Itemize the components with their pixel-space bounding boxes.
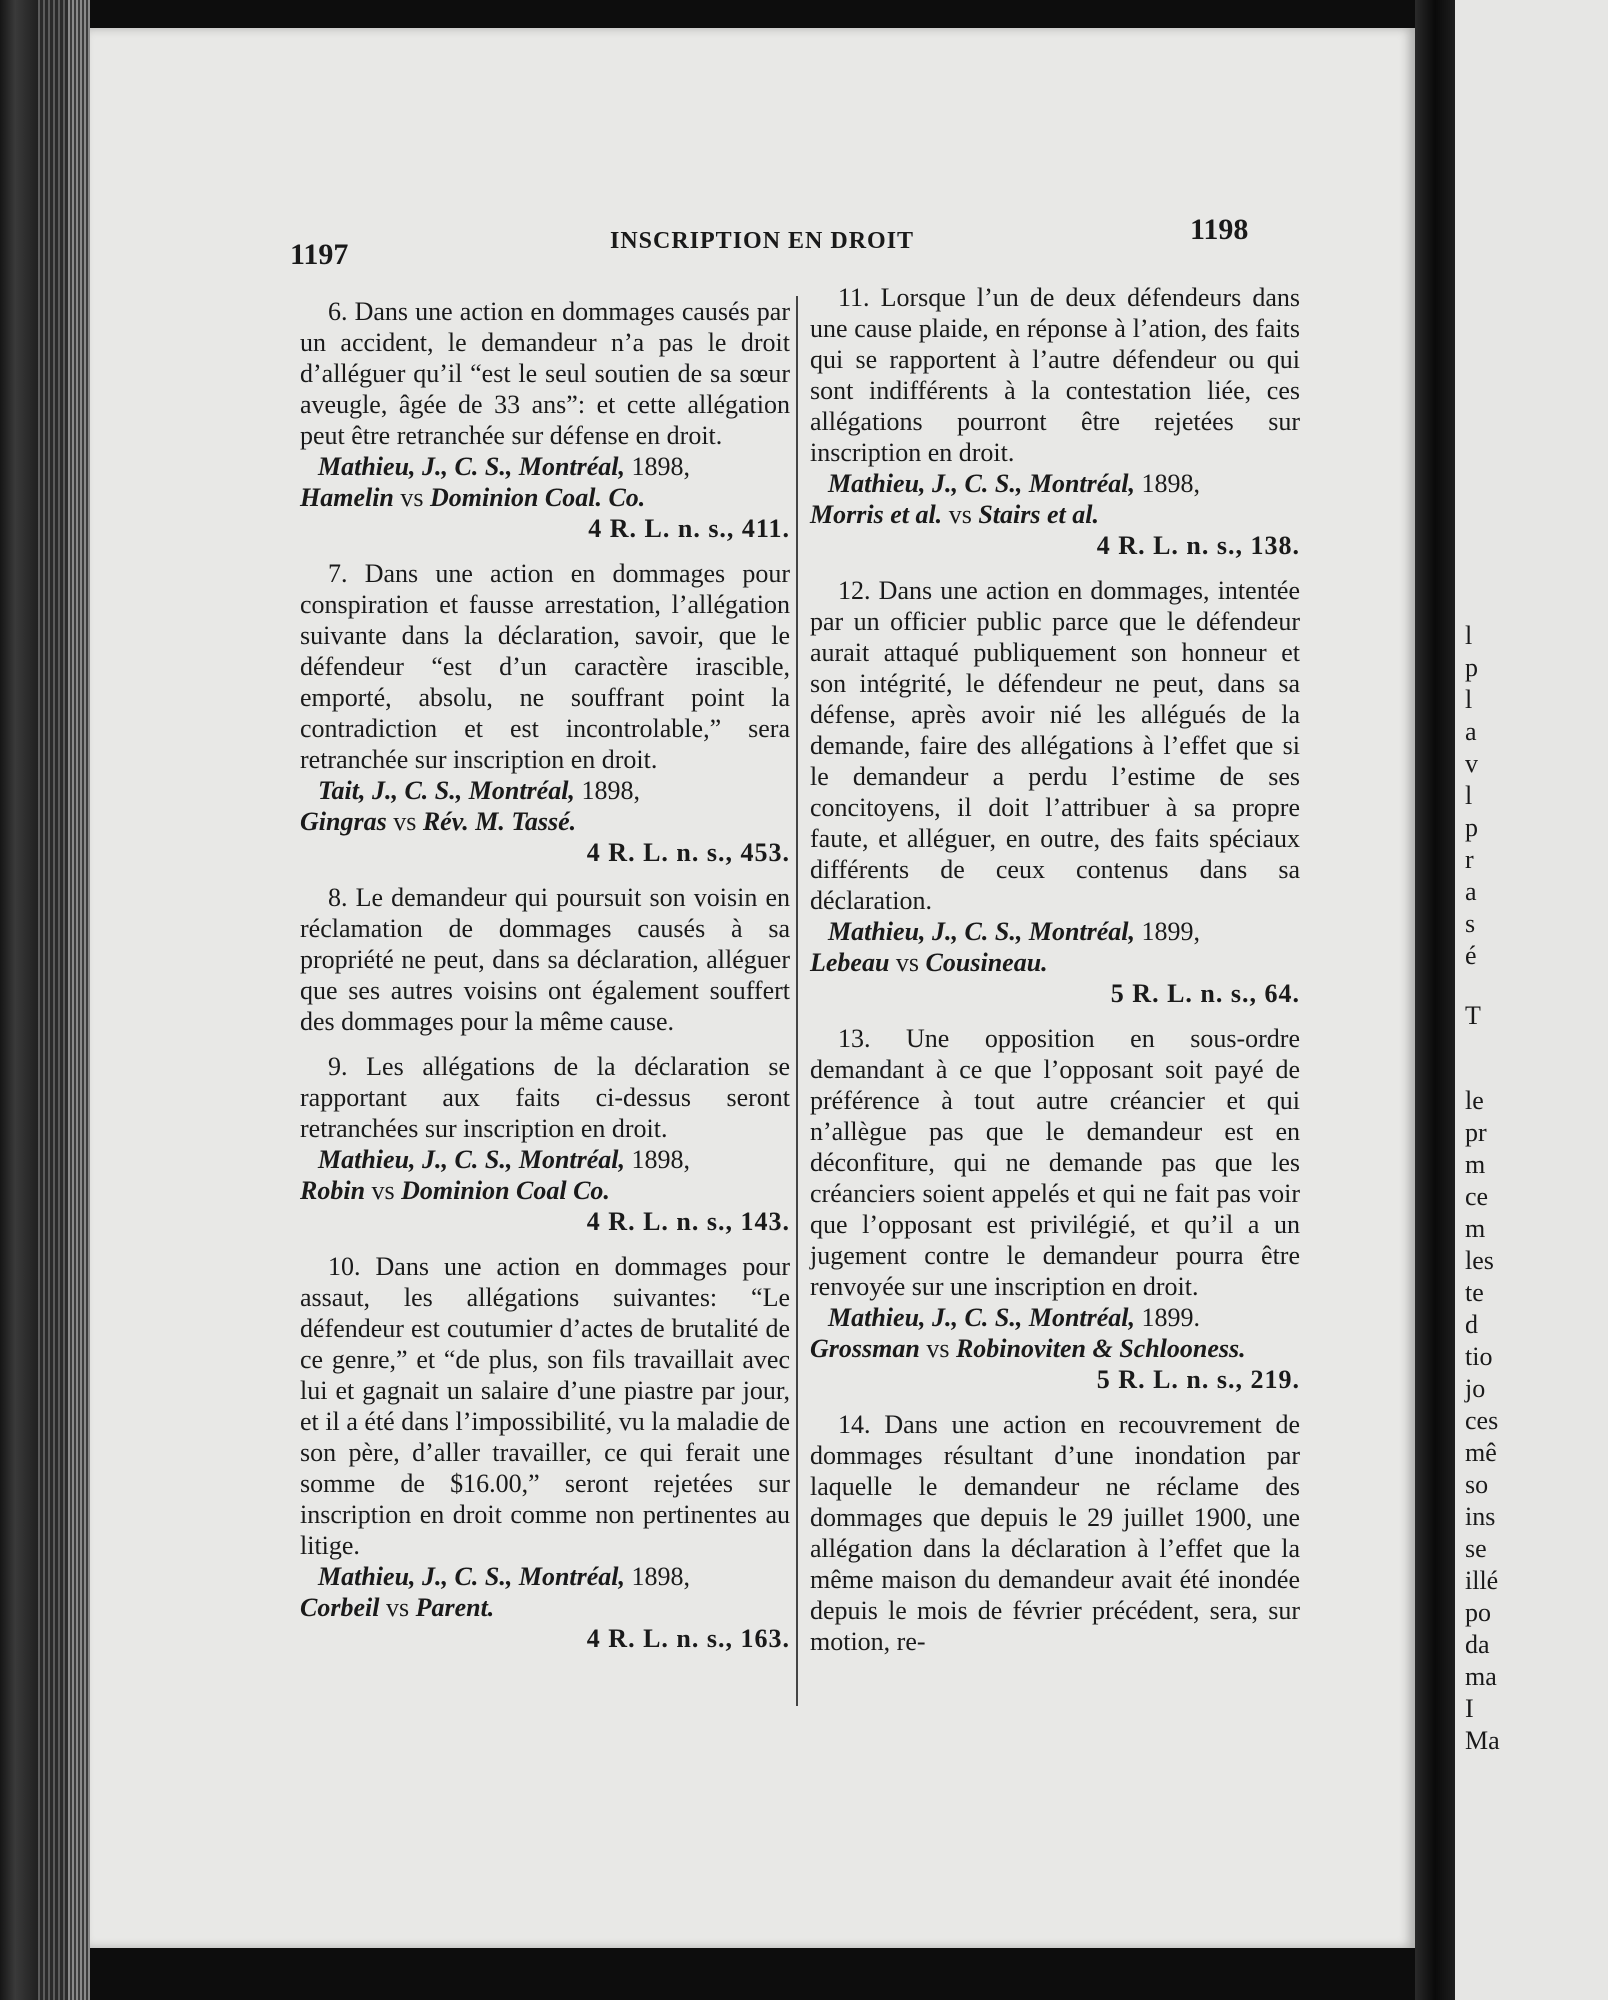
citation-year: 1898, — [631, 452, 691, 481]
running-title: INSCRIPTION EN DROIT — [610, 228, 915, 254]
party-plaintiff: Gingras — [300, 807, 387, 836]
citation-year: 1898, — [1141, 469, 1201, 498]
entry-text: 6. Dans une action en dommages causés par un accident, le demandeur n’a pas le droit d’alléguer qu’il “est le seul soutien de sa sœur aveugle, âgée de 33 ans”: et cette allégation peut être retranchée sur défense en droit. — [300, 297, 790, 450]
facing-page-fragment: se — [1465, 1534, 1487, 1563]
facing-page-fragment: d — [1465, 1310, 1478, 1339]
citation-parties — [300, 1175, 790, 1206]
facing-page-fragment: v — [1465, 749, 1478, 778]
left-column — [300, 296, 790, 1668]
digest-entry — [300, 1251, 790, 1654]
facing-page-fragment: po — [1465, 1598, 1491, 1627]
facing-page-fragment: les — [1465, 1246, 1494, 1275]
citation-judge: Mathieu, J., C. S., Montréal, — [828, 917, 1136, 946]
citation-year: 1898, — [581, 776, 640, 805]
party-defendant: Dominion Coal. Co. — [430, 483, 646, 512]
party-plaintiff: Lebeau — [810, 948, 890, 977]
party-defendant: Parent. — [415, 1593, 495, 1622]
versus: vs — [371, 1176, 395, 1205]
digest-entry — [300, 296, 790, 544]
party-plaintiff: Corbeil — [300, 1593, 380, 1622]
citation-court — [300, 451, 790, 482]
citation-court — [300, 1561, 790, 1592]
versus: vs — [400, 483, 424, 512]
page-stack-inner — [68, 0, 90, 2000]
report-reference: 4 R. L. n. s., 411. — [588, 514, 790, 543]
column-rule — [796, 296, 798, 1706]
digest-entry — [300, 558, 790, 868]
entry-text: 11. Lorsque l’un de deux défendeurs dans une cause plaide, en réponse à l’ation, des faits qui se rapportent à l’autre défendeur ou qui sont indifférents à la contestation liée, ces allégations pourront être rejetées sur inscription en droit. — [810, 283, 1300, 467]
facing-page-fragment: te — [1465, 1278, 1484, 1307]
citation-parties — [300, 1592, 790, 1623]
citation-court — [810, 1302, 1300, 1333]
party-defendant: Stairs et al. — [978, 500, 1099, 529]
report-reference: 4 R. L. n. s., 143. — [586, 1207, 790, 1236]
facing-page-fragment: l — [1465, 781, 1473, 810]
party-plaintiff: Robin — [300, 1176, 366, 1205]
citation-judge: Mathieu, J., C. S., Montréal, — [318, 1145, 626, 1174]
facing-page-fragment: illé — [1465, 1566, 1499, 1595]
right-page-number: 1198 — [1190, 213, 1249, 246]
party-plaintiff: Grossman — [810, 1334, 920, 1363]
facing-page-fragment: T — [1465, 1001, 1481, 1030]
left-page — [90, 28, 1415, 1948]
facing-page-fragment: m — [1465, 1150, 1486, 1179]
report-reference: 5 R. L. n. s., 219. — [1096, 1365, 1300, 1394]
entry-text: 7. Dans une action en dommages pour conspiration et fausse arrestation, l’allégation suivante dans la déclaration, savoir, que le défendeur “est d’un caractère irascible, emporté, absolu, ne souffrant point la contradiction et est incontrolable,” sera retranchée sur inscription en droit. — [300, 559, 790, 774]
entry-text: 14. Dans une action en recouvrement de dommages résultant d’une inondation par laquelle le demandeur ne réclame des dommages que depuis le 29 juillet 1900, une allégation dans la déclaration à l’effet que la même maison du demandeur avait été inondée depuis le mois de février précédent, sera, sur motion, re- — [810, 1410, 1300, 1656]
facing-page-fragment: Ma — [1465, 1726, 1500, 1755]
citation-parties — [810, 499, 1300, 530]
entry-text: 10. Dans une action en dommages pour assaut, les allégations suivantes: “Le défendeur est coutumier d’actes de brutalité de ce genre,” et “de plus, son fils travaillait avec lui et gagnait un salaire d’une piastre par jour, et il a été dans l’impossibilité, vu la maladie de son père, d’aller travailler, ce qui ferait une somme de $16.00,” seront rejetées sur inscription en droit comme non pertinentes au litige. — [300, 1252, 790, 1560]
report-reference: 4 R. L. n. s., 138. — [1096, 531, 1300, 560]
facing-page-fragment: a — [1465, 877, 1477, 906]
facing-page-fragment: r — [1465, 845, 1474, 874]
digest-entry — [810, 1023, 1300, 1395]
citation-year: 1898, — [631, 1562, 691, 1591]
facing-page-fragment: é — [1465, 941, 1477, 970]
facing-page-fragment: I — [1465, 1694, 1474, 1723]
citation-court — [810, 468, 1300, 499]
entry-text: 9. Les allégations de la déclaration se rapportant aux faits ci-dessus seront retranchées sur inscription en droit. — [300, 1052, 790, 1143]
facing-page-fragment: ins — [1465, 1502, 1496, 1531]
citation-judge: Tait, J., C. S., Montréal, — [318, 776, 575, 805]
facing-page-fragment: jo — [1465, 1374, 1486, 1403]
digest-entry — [300, 882, 790, 1037]
citation-judge: Mathieu, J., C. S., Montréal, — [828, 469, 1136, 498]
party-defendant: Robinoviten & Schlooness. — [955, 1334, 1246, 1363]
versus: vs — [393, 807, 417, 836]
facing-page-fragment: l — [1465, 621, 1473, 650]
facing-page-fragment: m — [1465, 1214, 1486, 1243]
facing-page-fragment: mê — [1465, 1438, 1497, 1467]
facing-page-fragment: l — [1465, 685, 1473, 714]
left-page-number: 1197 — [290, 238, 349, 271]
facing-page-fragment: so — [1465, 1470, 1489, 1499]
facing-page-fragment: s — [1465, 909, 1476, 938]
entry-text: 12. Dans une action en dommages, intentée par un officier public parce que le défendeur aurait attaqué publiquement son honneur et son intégrité, le défendeur ne peut, dans sa défense, après avoir nié les allégués de la demande, faire des allégations à l’effet que si le demandeur a perdu l’estime de ses concitoyens, il doit l’attribuer à sa propre faute, et alléguer, en outre, des faits spéciaux différents de ceux contenus dans sa déclaration. — [810, 576, 1300, 915]
citation-court — [810, 916, 1300, 947]
spine-imprint — [8, 900, 68, 1300]
report-reference: 4 R. L. n. s., 163. — [586, 1624, 790, 1653]
facing-page-fragment: p — [1465, 653, 1478, 682]
facing-page — [1455, 0, 1608, 2000]
citation-year: 1898, — [631, 1145, 691, 1174]
book-gutter — [1415, 0, 1455, 2000]
facing-page-fragment: tio — [1465, 1342, 1493, 1371]
facing-page-fragment: pr — [1465, 1118, 1487, 1147]
party-plaintiff: Morris et al. — [810, 500, 943, 529]
facing-page-fragment: le — [1465, 1086, 1484, 1115]
citation-court — [300, 1144, 790, 1175]
entry-text: 13. Une opposition en sous-ordre demandant à ce que l’opposant soit payé de préférence à tout autre créancier et qui n’allègue pas que le demandeur est en déconfiture, qui ne demande pas que les créanciers soient appelés et qui ne fait pas voir que l’opposant est privilégié, et qu’il a un jugement contre le demandeur pourra être renvoyée sur une inscription en droit. — [810, 1024, 1300, 1301]
party-defendant: Dominion Coal Co. — [401, 1176, 610, 1205]
citation-parties — [300, 482, 790, 513]
citation-parties — [810, 947, 1300, 978]
right-column — [810, 282, 1300, 1671]
versus: vs — [895, 948, 920, 977]
facing-page-fragment: a — [1465, 717, 1477, 746]
citation-judge: Mathieu, J., C. S., Montréal, — [318, 1562, 626, 1591]
citation-judge: Mathieu, J., C. S., Montréal, — [318, 452, 626, 481]
digest-entry — [810, 282, 1300, 561]
facing-page-fragment: ma — [1465, 1662, 1497, 1691]
report-reference: 5 R. L. n. s., 64. — [1110, 979, 1300, 1008]
facing-page-fragment: da — [1465, 1630, 1490, 1659]
citation-year: 1899. — [1141, 1303, 1201, 1332]
digest-entry — [810, 1409, 1300, 1657]
party-defendant: Cousineau. — [925, 948, 1048, 977]
citation-year: 1899, — [1141, 917, 1201, 946]
citation-judge: Mathieu, J., C. S., Montréal, — [828, 1303, 1136, 1332]
party-plaintiff: Hamelin — [300, 483, 394, 512]
digest-entry — [300, 1051, 790, 1237]
facing-page-fragment: p — [1465, 813, 1478, 842]
party-defendant: Rév. M. Tassé. — [422, 807, 577, 836]
citation-parties — [810, 1333, 1300, 1364]
versus: vs — [926, 1334, 950, 1363]
versus: vs — [948, 500, 972, 529]
versus: vs — [385, 1593, 410, 1622]
citation-court — [300, 775, 790, 806]
facing-page-fragment: ce — [1465, 1182, 1489, 1211]
digest-entry — [810, 575, 1300, 1009]
facing-page-fragment: ces — [1465, 1406, 1499, 1435]
citation-parties — [300, 806, 790, 837]
report-reference: 4 R. L. n. s., 453. — [586, 838, 790, 867]
entry-text: 8. Le demandeur qui poursuit son voisin en réclamation de dommages causés à sa propriété ne peut, dans sa déclaration, alléguer que ses autres voisins ont également souffert des dommages pour la même cause. — [300, 883, 790, 1036]
